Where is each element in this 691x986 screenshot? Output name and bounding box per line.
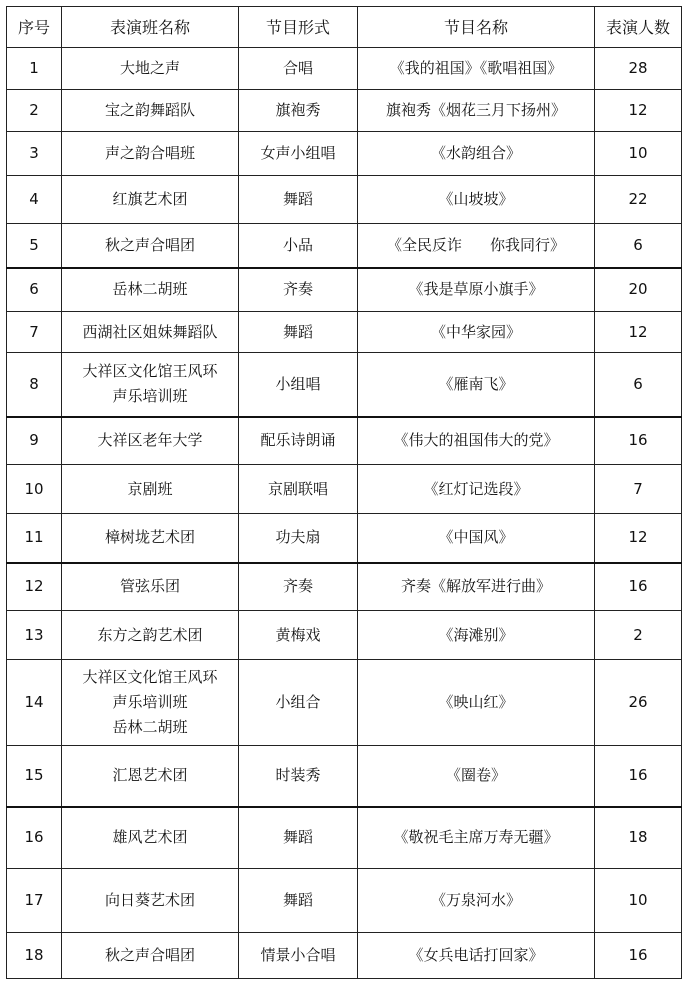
row-title: 《敬祝毛主席万寿无疆》 xyxy=(358,807,595,869)
row-index: 14 xyxy=(7,660,62,746)
header-row xyxy=(7,7,682,48)
row-index: 16 xyxy=(7,807,62,869)
table-row xyxy=(7,353,682,417)
header-form: 节目形式 xyxy=(239,7,358,48)
row-title: 《中华家园》 xyxy=(358,312,595,353)
program-table xyxy=(6,6,682,979)
row-form: 舞蹈 xyxy=(239,176,358,224)
table-row xyxy=(7,268,682,312)
row-index: 3 xyxy=(7,132,62,176)
row-index: 11 xyxy=(7,514,62,563)
row-title-part-2: 你我同行》 xyxy=(490,235,566,254)
row-title: 《海滩别》 xyxy=(358,611,595,660)
header-count: 表演人数 xyxy=(595,7,682,48)
row-group: 雄风艺术团 xyxy=(62,807,239,869)
row-form: 旗袍秀 xyxy=(239,90,358,132)
row-count: 28 xyxy=(595,48,682,90)
row-count: 16 xyxy=(595,417,682,465)
row-group: 岳林二胡班 xyxy=(62,268,239,312)
row-title: 《我是草原小旗手》 xyxy=(358,268,595,312)
row-form: 齐奏 xyxy=(239,268,358,312)
row-group: 红旗艺术团 xyxy=(62,176,239,224)
row-count: 2 xyxy=(595,611,682,660)
row-group-line: 声乐培训班 xyxy=(112,693,188,711)
row-count: 16 xyxy=(595,563,682,611)
row-count: 22 xyxy=(595,176,682,224)
row-form: 小品 xyxy=(239,224,358,268)
table-row xyxy=(7,869,682,933)
table-row xyxy=(7,417,682,465)
row-title: 《红灯记选段》 xyxy=(358,465,595,514)
row-title: 《伟大的祖国伟大的党》 xyxy=(358,417,595,465)
row-title xyxy=(358,224,595,268)
row-group: 樟树垅艺术团 xyxy=(62,514,239,563)
table-row xyxy=(7,132,682,176)
row-title: 《中国风》 xyxy=(358,514,595,563)
row-title: 齐奏《解放军进行曲》 xyxy=(358,563,595,611)
row-count: 12 xyxy=(595,514,682,563)
row-count: 10 xyxy=(595,869,682,933)
row-count: 20 xyxy=(595,268,682,312)
row-group: 京剧班 xyxy=(62,465,239,514)
table-row xyxy=(7,224,682,268)
row-group-line: 岳林二胡班 xyxy=(112,718,188,736)
row-title: 《圈卷》 xyxy=(358,746,595,807)
row-count: 26 xyxy=(595,660,682,746)
row-index: 5 xyxy=(7,224,62,268)
row-index: 10 xyxy=(7,465,62,514)
table-row xyxy=(7,807,682,869)
row-count: 18 xyxy=(595,807,682,869)
row-title: 《雁南飞》 xyxy=(358,353,595,417)
row-group-line: 大祥区文化馆王风环 xyxy=(82,668,218,686)
row-title: 《山坡坡》 xyxy=(358,176,595,224)
row-count: 7 xyxy=(595,465,682,514)
row-title: 《映山红》 xyxy=(358,660,595,746)
row-title: 旗袍秀《烟花三月下扬州》 xyxy=(358,90,595,132)
header-index: 序号 xyxy=(7,7,62,48)
row-group: 大祥区老年大学 xyxy=(62,417,239,465)
row-count: 10 xyxy=(595,132,682,176)
row-form: 女声小组唱 xyxy=(239,132,358,176)
row-count: 16 xyxy=(595,933,682,979)
table-row xyxy=(7,611,682,660)
row-group: 秋之声合唱团 xyxy=(62,933,239,979)
row-index: 13 xyxy=(7,611,62,660)
row-title-part-1: 《全民反诈 xyxy=(386,235,462,254)
row-form: 时装秀 xyxy=(239,746,358,807)
row-form: 齐奏 xyxy=(239,563,358,611)
row-form: 合唱 xyxy=(239,48,358,90)
row-index: 6 xyxy=(7,268,62,312)
row-group-line: 声乐培训班 xyxy=(112,387,188,406)
table-row xyxy=(7,465,682,514)
table-row xyxy=(7,48,682,90)
row-index: 2 xyxy=(7,90,62,132)
row-title: 《万泉河水》 xyxy=(358,869,595,933)
row-index: 7 xyxy=(7,312,62,353)
row-group-line: 大祥区文化馆王风环 xyxy=(82,362,218,381)
row-title: 《我的祖国》《歌唱祖国》 xyxy=(358,48,595,90)
row-form: 配乐诗朗诵 xyxy=(239,417,358,465)
row-index: 1 xyxy=(7,48,62,90)
row-group: 秋之声合唱团 xyxy=(62,224,239,268)
header-title: 节目名称 xyxy=(358,7,595,48)
row-group: 声之韵合唱班 xyxy=(62,132,239,176)
row-group: 西湖社区姐妹舞蹈队 xyxy=(62,312,239,353)
row-group: 向日葵艺术团 xyxy=(62,869,239,933)
table-row xyxy=(7,176,682,224)
row-form: 京剧联唱 xyxy=(239,465,358,514)
table-row xyxy=(7,933,682,979)
table-row xyxy=(7,746,682,807)
row-count: 16 xyxy=(595,746,682,807)
row-index: 17 xyxy=(7,869,62,933)
row-index: 9 xyxy=(7,417,62,465)
row-count: 12 xyxy=(595,312,682,353)
row-group xyxy=(62,353,239,417)
row-group: 管弦乐团 xyxy=(62,563,239,611)
row-group: 宝之韵舞蹈队 xyxy=(62,90,239,132)
row-group: 大地之声 xyxy=(62,48,239,90)
header-group: 表演班名称 xyxy=(62,7,239,48)
row-group xyxy=(62,660,239,746)
row-title: 《水韵组合》 xyxy=(358,132,595,176)
row-count: 12 xyxy=(595,90,682,132)
row-group: 汇恩艺术团 xyxy=(62,746,239,807)
row-index: 12 xyxy=(7,563,62,611)
row-form: 功夫扇 xyxy=(239,514,358,563)
row-index: 18 xyxy=(7,933,62,979)
row-form: 小组合 xyxy=(239,660,358,746)
table-row xyxy=(7,514,682,563)
row-count: 6 xyxy=(595,353,682,417)
row-form: 小组唱 xyxy=(239,353,358,417)
row-count: 6 xyxy=(595,224,682,268)
row-form: 舞蹈 xyxy=(239,807,358,869)
row-form: 黄梅戏 xyxy=(239,611,358,660)
row-index: 8 xyxy=(7,353,62,417)
row-group: 东方之韵艺术团 xyxy=(62,611,239,660)
table-row xyxy=(7,312,682,353)
table-row xyxy=(7,563,682,611)
row-index: 4 xyxy=(7,176,62,224)
row-form: 情景小合唱 xyxy=(239,933,358,979)
table-row xyxy=(7,660,682,746)
table-row xyxy=(7,90,682,132)
row-form: 舞蹈 xyxy=(239,869,358,933)
row-title: 《女兵电话打回家》 xyxy=(358,933,595,979)
row-form: 舞蹈 xyxy=(239,312,358,353)
row-index: 15 xyxy=(7,746,62,807)
